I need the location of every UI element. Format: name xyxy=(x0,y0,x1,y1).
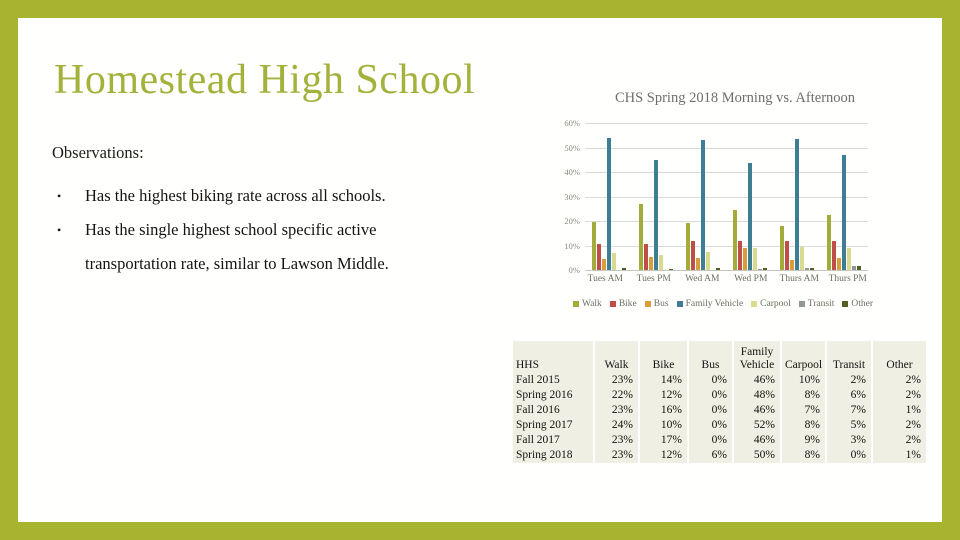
chart-bar-bus xyxy=(837,258,841,270)
chart-bar-carpool xyxy=(800,247,804,270)
table-header-row xyxy=(513,341,926,373)
legend-marker xyxy=(610,301,616,307)
chart-bar-bike xyxy=(785,241,789,270)
legend-label: Bike xyxy=(618,299,637,309)
legend-label: Transit xyxy=(807,299,835,309)
table-cell: 14% xyxy=(638,373,687,388)
chart-bar-walk xyxy=(827,215,831,270)
legend-item xyxy=(573,299,602,309)
observations-heading: Observations: xyxy=(52,143,144,162)
table-cell: 6% xyxy=(825,388,871,403)
table-cell: 12% xyxy=(638,388,687,403)
table-cell: 23% xyxy=(593,448,638,463)
table-cell: 8% xyxy=(780,448,825,463)
x-tick-label: Tues PM xyxy=(636,274,671,284)
chart-bar-family-vehicle xyxy=(842,155,846,270)
x-tick-label: Wed PM xyxy=(734,274,768,284)
bar-cluster xyxy=(632,123,679,270)
table-cell: 52% xyxy=(732,418,780,433)
bar-cluster xyxy=(679,123,726,270)
chart-bar-bus xyxy=(790,260,794,270)
table-cell: 46% xyxy=(732,433,780,448)
table-cell: 8% xyxy=(780,388,825,403)
table-cell: 2% xyxy=(825,373,871,388)
legend-item xyxy=(610,299,637,309)
slide-title: Homestead High School xyxy=(54,57,476,103)
table-cell: 10% xyxy=(638,418,687,433)
chart-bar-bike xyxy=(644,244,648,270)
chart-bar-carpool xyxy=(612,253,616,270)
table-header-cell: HHS xyxy=(516,359,540,371)
chart-bar-carpool xyxy=(847,248,851,270)
bullet-text: Has the highest biking rate across all schools. xyxy=(85,186,386,205)
table-cell: 0% xyxy=(825,448,871,463)
table-cell: 23% xyxy=(593,373,638,388)
table-cell: 0% xyxy=(687,388,732,403)
gridline xyxy=(585,270,868,271)
table-row xyxy=(513,418,926,433)
table-cell: 17% xyxy=(638,433,687,448)
table-row xyxy=(513,433,926,448)
chart-bar-walk xyxy=(733,210,737,270)
table-cell: 2% xyxy=(871,418,926,433)
legend-item xyxy=(842,299,873,309)
chart-bar-family-vehicle xyxy=(607,138,611,270)
chart-bar-other xyxy=(716,268,720,270)
table-cell: 46% xyxy=(732,403,780,418)
bar-cluster xyxy=(821,123,868,270)
chart-bar-bike xyxy=(691,241,695,270)
chart-plot xyxy=(585,123,868,270)
chart-bar-bus xyxy=(696,258,700,270)
table-cell: 2% xyxy=(871,388,926,403)
y-tick-label: 30% xyxy=(564,191,580,202)
chart-bar-walk xyxy=(780,226,784,270)
table-cell: 2% xyxy=(871,433,926,448)
table-cell: 0% xyxy=(687,433,732,448)
chart-bar-family-vehicle xyxy=(748,163,752,270)
legend-item xyxy=(799,299,835,309)
x-tick-label: Tues AM xyxy=(587,274,623,284)
chart-bar-family-vehicle xyxy=(701,140,705,270)
y-tick-label: 20% xyxy=(564,216,580,226)
table-cell: 10% xyxy=(780,373,825,388)
table-cell: 6% xyxy=(687,448,732,463)
y-tick-label: 50% xyxy=(564,142,580,153)
table-cell: 46% xyxy=(732,373,780,388)
chart xyxy=(556,90,890,318)
chart-bar-carpool xyxy=(706,252,710,270)
data-table xyxy=(513,341,926,463)
table-cell: 24% xyxy=(593,418,638,433)
bullet-marker: • xyxy=(57,223,62,237)
legend-item xyxy=(751,299,791,309)
chart-bar-other xyxy=(857,266,861,270)
chart-bar-family-vehicle xyxy=(795,139,799,270)
table-cell: 5% xyxy=(825,418,871,433)
table-row xyxy=(513,373,926,388)
legend-marker xyxy=(842,301,848,307)
bullet-marker: • xyxy=(57,189,62,203)
legend-marker xyxy=(677,301,683,307)
chart-bar-transit xyxy=(805,268,809,270)
chart-bar-walk xyxy=(686,223,690,270)
table-row-label: Fall 2016 xyxy=(516,404,560,416)
chart-bar-bus xyxy=(602,259,606,270)
table-cell: 1% xyxy=(871,403,926,418)
table-cell: 9% xyxy=(780,433,825,448)
table-row xyxy=(513,403,926,418)
chart-bar-transit xyxy=(758,269,762,270)
chart-bar-family-vehicle xyxy=(654,160,658,270)
y-tick-label: 0% xyxy=(568,265,580,275)
legend-label: Carpool xyxy=(760,299,791,309)
chart-x-axis xyxy=(581,274,872,284)
chart-bar-carpool xyxy=(753,248,757,270)
table-cell: 3% xyxy=(825,433,871,448)
chart-bar-other xyxy=(622,268,626,270)
table-row xyxy=(513,388,926,403)
table-row-label: Fall 2015 xyxy=(516,374,560,386)
table-row-label: Spring 2016 xyxy=(516,389,573,401)
table-cell: 7% xyxy=(825,403,871,418)
chart-title: CHS Spring 2018 Morning vs. Afternoon xyxy=(614,90,856,106)
chart-bar-carpool xyxy=(659,255,663,270)
table-cell: 12% xyxy=(638,448,687,463)
table-cell: 8% xyxy=(780,418,825,433)
chart-bar-transit xyxy=(852,266,856,270)
x-tick-label: Thurs AM xyxy=(779,274,819,284)
chart-bar-bus xyxy=(743,248,747,270)
legend-label: Family Vehicle xyxy=(685,299,744,309)
table-header-cell: Family Vehicle xyxy=(732,341,780,373)
table-header-cell: Transit xyxy=(825,341,871,373)
table-cell: 2% xyxy=(871,373,926,388)
chart-bar-walk xyxy=(592,222,596,270)
table-cell: 23% xyxy=(593,403,638,418)
legend-marker xyxy=(573,301,579,307)
table-cell: 22% xyxy=(593,388,638,403)
y-tick-label: 40% xyxy=(564,167,580,177)
table-header-cell: Bike xyxy=(638,341,687,373)
legend-label: Other xyxy=(851,299,873,309)
chart-y-axis xyxy=(556,118,582,275)
table-header-cell: Other xyxy=(871,341,926,373)
chart-bar-other xyxy=(669,269,673,270)
x-tick-label: Wed AM xyxy=(685,274,720,284)
chart-bar-other xyxy=(763,268,767,270)
y-tick-label: 60% xyxy=(564,118,580,128)
x-tick-label: Thurs PM xyxy=(828,274,867,284)
table-cell: 7% xyxy=(780,403,825,418)
chart-bar-other xyxy=(810,268,814,270)
table-cell: 50% xyxy=(732,448,780,463)
table-cell: 48% xyxy=(732,388,780,403)
table-row-label: Spring 2017 xyxy=(516,419,573,431)
legend-label: Walk xyxy=(582,299,602,309)
table-header-cell: Carpool xyxy=(780,341,825,373)
bullet-item xyxy=(52,213,482,281)
chart-bar-walk xyxy=(639,204,643,270)
legend-marker xyxy=(751,301,757,307)
bar-cluster xyxy=(774,123,821,270)
legend-label: Bus xyxy=(653,299,669,309)
legend-item xyxy=(645,299,669,309)
chart-bars xyxy=(585,123,868,270)
table-cell: 16% xyxy=(638,403,687,418)
y-tick-label: 10% xyxy=(564,240,580,251)
legend-marker xyxy=(645,301,651,307)
table-cell: 0% xyxy=(687,418,732,433)
bullet-item xyxy=(52,179,482,213)
chart-bar-bike xyxy=(597,244,601,270)
table-cell: 23% xyxy=(593,433,638,448)
table-row xyxy=(513,448,926,463)
table-header-cell: Walk xyxy=(593,341,638,373)
bar-cluster xyxy=(727,123,774,270)
bullet-list xyxy=(52,179,482,281)
bullet-text: Has the single highest school specific active transportation rate, similar to Lawson Middle. xyxy=(85,220,389,273)
chart-bar-bike xyxy=(832,241,836,270)
table-row-label: Fall 2017 xyxy=(516,434,560,446)
table-cell: 1% xyxy=(871,448,926,463)
chart-legend xyxy=(556,299,890,309)
bar-cluster xyxy=(585,123,632,270)
chart-bar-bike xyxy=(738,241,742,270)
chart-bar-bus xyxy=(649,257,653,270)
table-header-cell: Bus xyxy=(687,341,732,373)
table-row-label: Spring 2018 xyxy=(516,449,573,461)
legend-marker xyxy=(799,301,805,307)
table-cell: 0% xyxy=(687,373,732,388)
legend-item xyxy=(677,299,744,309)
table-cell: 0% xyxy=(687,403,732,418)
